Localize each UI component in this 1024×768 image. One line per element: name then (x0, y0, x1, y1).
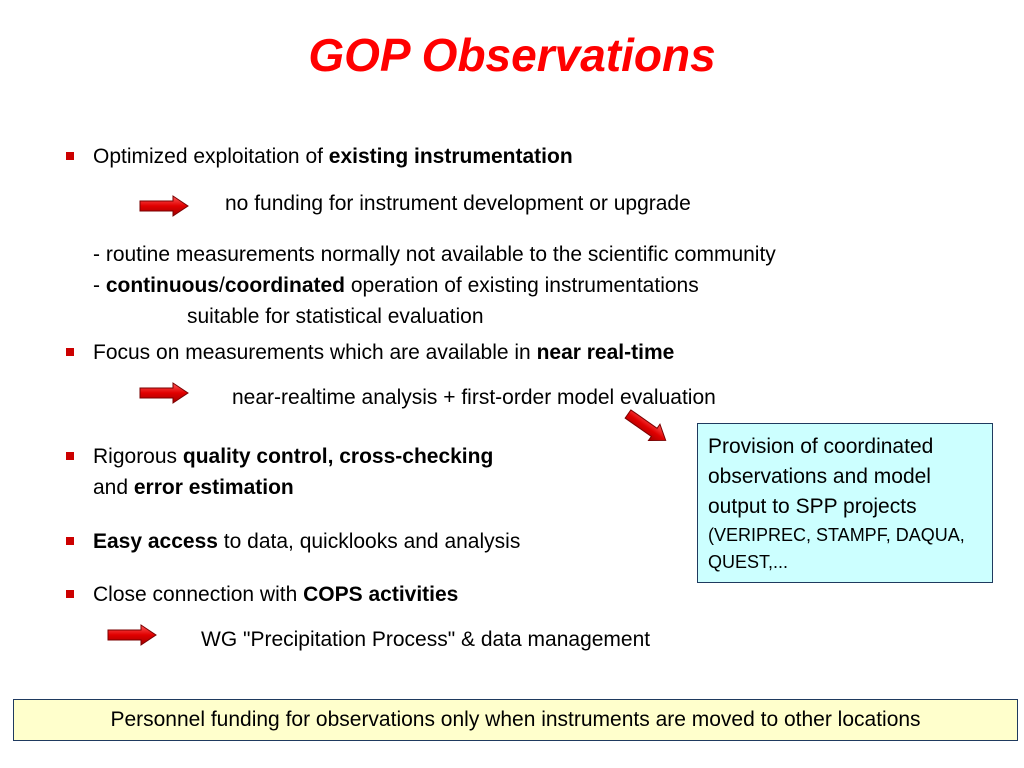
bullet-3-line-2 (93, 475, 294, 501)
right-arrow-icon (107, 624, 157, 646)
detail-operation-text: operation of existing instrumentations (345, 274, 699, 297)
bullet-3-text (93, 444, 493, 470)
bullet-1-text (93, 144, 573, 170)
bullet-1-emphasis: existing instrumentation (328, 145, 573, 168)
right-arrow-icon (139, 382, 189, 404)
bullet-5-arrow-note: WG "Precipitation Process" & data management (201, 628, 651, 651)
bullet-marker (66, 152, 74, 160)
bullet-marker (66, 590, 74, 598)
bullet-1-detail-line-3: suitable for statistical evaluation (187, 305, 484, 328)
bullet-3-error-estimation: error estimation (133, 476, 294, 499)
info-box-main-text: Provision of coordinated observations and model output to SPP projects (708, 435, 934, 518)
detail-coordinated: coordinated (224, 274, 346, 297)
bullet-1-detail-line-1: - routine measurements normally not available to the scientific community (93, 243, 776, 266)
bullet-2-prefix: Focus on measurements which are available in (93, 341, 537, 364)
bullet-3-emphasis: quality control, cross-checking (182, 445, 494, 468)
slide-title: GOP Observations (308, 29, 716, 81)
bullet-5-text (93, 582, 458, 608)
bullet-2-text (93, 340, 674, 366)
right-arrow-icon (139, 195, 189, 217)
detail-continuous: continuous (105, 274, 219, 297)
bullet-marker (66, 537, 74, 545)
bullet-1-prefix: Optimized exploitation of (93, 145, 329, 168)
bullet-1-detail-line-2 (93, 273, 699, 299)
bullet-4-text (93, 529, 520, 555)
bullet-marker (66, 348, 74, 356)
footer-note: Personnel funding for observations only when instruments are moved to other locations (13, 699, 1018, 741)
bullet-2-arrow-note: near-realtime analysis + first-order model evaluation (232, 386, 716, 409)
bullet-1-arrow-note: no funding for instrument development or upgrade (225, 192, 691, 215)
bullet-5-prefix: Close connection with (93, 583, 304, 606)
info-box-projects: (VERIPREC, STAMPF, DAQUA, QUEST,... (708, 525, 965, 572)
detail-dash: - (93, 274, 106, 297)
bullet-5-emphasis: COPS activities (303, 583, 459, 606)
info-box (697, 423, 993, 583)
bullet-3-and: and (93, 476, 134, 499)
bullet-3-prefix: Rigorous (93, 445, 183, 468)
detail-slash: / (218, 274, 225, 297)
bullet-2-emphasis: near real-time (536, 341, 675, 364)
bullet-4-suffix: to data, quicklooks and analysis (217, 530, 521, 553)
diagonal-arrow-icon (624, 406, 674, 446)
bullet-marker (66, 452, 74, 460)
bullet-4-emphasis: Easy access (93, 530, 218, 553)
